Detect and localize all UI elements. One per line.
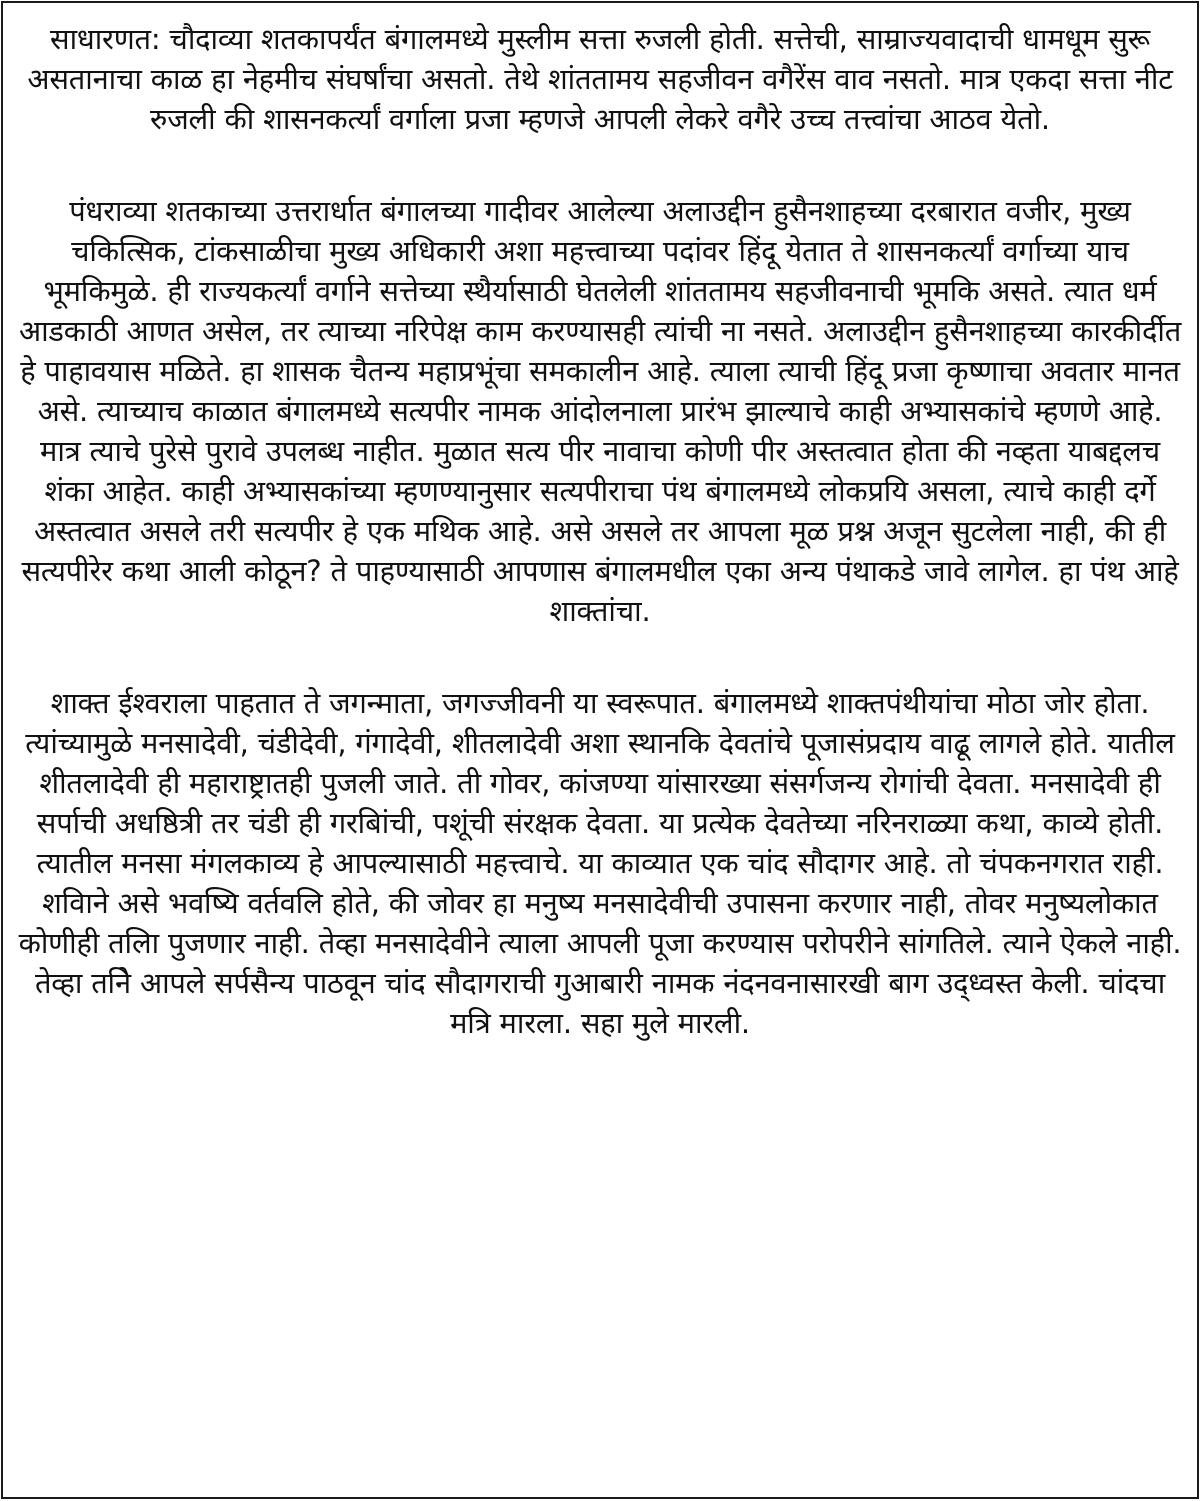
- paragraph-3: शाक्त ईश्वराला पाहतात ते जगन्माता, जगज्जीवनी या स्वरूपात. बंगालमध्ये शाक्तपंथीयांचा मोठा जोर होता. त्यांच्यामुळे मनसादेवी, चंडीदेवी, गंगादेवी, शीतलादेवी अशा स्थानकि देवतांचे पूजासंप्रदाय वाढू लागले होते. यातील शीतलादेवी ही महाराष्ट्रातही पुजली जाते. ती गोवर, कांजण्या यांसारख्या संसर्गजन्य रोगांची देवता. मनसादेवी ही सर्पाची अधष्ठित्री तर चंडी ही गरबिांची, पशूंची संरक्षक देवता. या प्रत्येक देवतेच्या नरिनराळ्या कथा, काव्ये होती. त्यातील मनसा मंगलकाव्य हे आपल्यासाठी महत्त्वाचे. या काव्यात एक चांद सौदागर आहे. तो चंपकनगरात राही. शविाने असे भवष्यि वर्तवलि होते, की जोवर हा मनुष्य मनसादेवीची उपासना करणार नाही, तोवर मनुष्यलोकात कोणीही तलिा पुजणार नाही. तेव्हा मनसादेवीने त्याला आपली पूजा करण्यास परोपरीने सांगतिले. त्याने ऐकले नाही. तेव्हा तनिे आपले सर्पसैन्य पाठवून चांद सौदागराची गुआबारी नामक नंदनवनासारखी बाग उद्ध्वस्त केली. चांदचा मत्रि मारला. सहा मुले मारली.: [18, 686, 1182, 1040]
- paragraph-1: साधारणत: चौदाव्या शतकापर्यंत बंगालमध्ये मुस्लीम सत्ता रुजली होती. सत्तेची, साम्राज्यवादाची धामधूम सुरू असतानाचा काळ हा नेहमीच संघर्षांचा असतो. तेथे शांततामय सहजीवन वगैरेंस वाव नसतो. मात्र एकदा सत्ता नीट रुजली की शासनकर्त्यां वर्गाला प्रजा म्हणजे आपली लेकरे वगैरे उच्च तत्त्वांचा आठव येतो.: [27, 22, 1173, 136]
- document-page: [1, 1, 1199, 1499]
- paragraph-2: पंधराव्या शतकाच्या उत्तरार्धात बंगालच्या गादीवर आलेल्या अलाउद्दीन हुसैनशाहच्या दरबारात वजीर, मुख्य चकित्सिक, टांकसाळीचा मुख्य अधिकारी अशा महत्त्वाच्या पदांवर हिंदू येतात ते शासनकर्त्यां वर्गाच्या याच भूमकिमुळे. ही राज्यकर्त्यां वर्गाने सत्तेच्या स्थैर्यासाठी घेतलेली शांततामय सहजीवनाची भूमकि असते. त्यात धर्म आडकाठी आणत असेल, तर त्याच्या नरिपेक्ष काम करण्यासही त्यांची ना नसते. अलाउद्दीन हुसैनशाहच्या कारकीर्दीत हे पाहावयास मळिते. हा शासक चैतन्य महाप्रभूंचा समकालीन आहे. त्याला त्याची हिंदू प्रजा कृष्णाचा अवतार मानत असे. त्याच्याच काळात बंगालमध्ये सत्यपीर नामक आंदोलनाला प्रारंभ झाल्याचे काही अभ्यासकांचे म्हणणे आहे. मात्र त्याचे पुरेसे पुरावे उपलब्ध नाहीत. मुळात सत्य पीर नावाचा कोणी पीर अस्तत्वात होता की नव्हता याबद्दलच शंका आहेत. काही अभ्यासकांच्या म्हणण्यानुसार सत्यपीराचा पंथ बंगालमध्ये लोकप्रयि असला, त्याचे काही दर्गे अस्तत्वात असले तरी सत्यपीर हे एक मथिक आहे. असे असले तर आपला मूळ प्रश्न अजून सुटलेला नाही, की ही सत्यपीरेर कथा आली कोठून? ते पाहण्यासाठी आपणास बंगालमधील एका अन्य पंथाकडे जावे लागेल. हा पंथ आहे शाक्तांचा.: [18, 194, 1182, 628]
